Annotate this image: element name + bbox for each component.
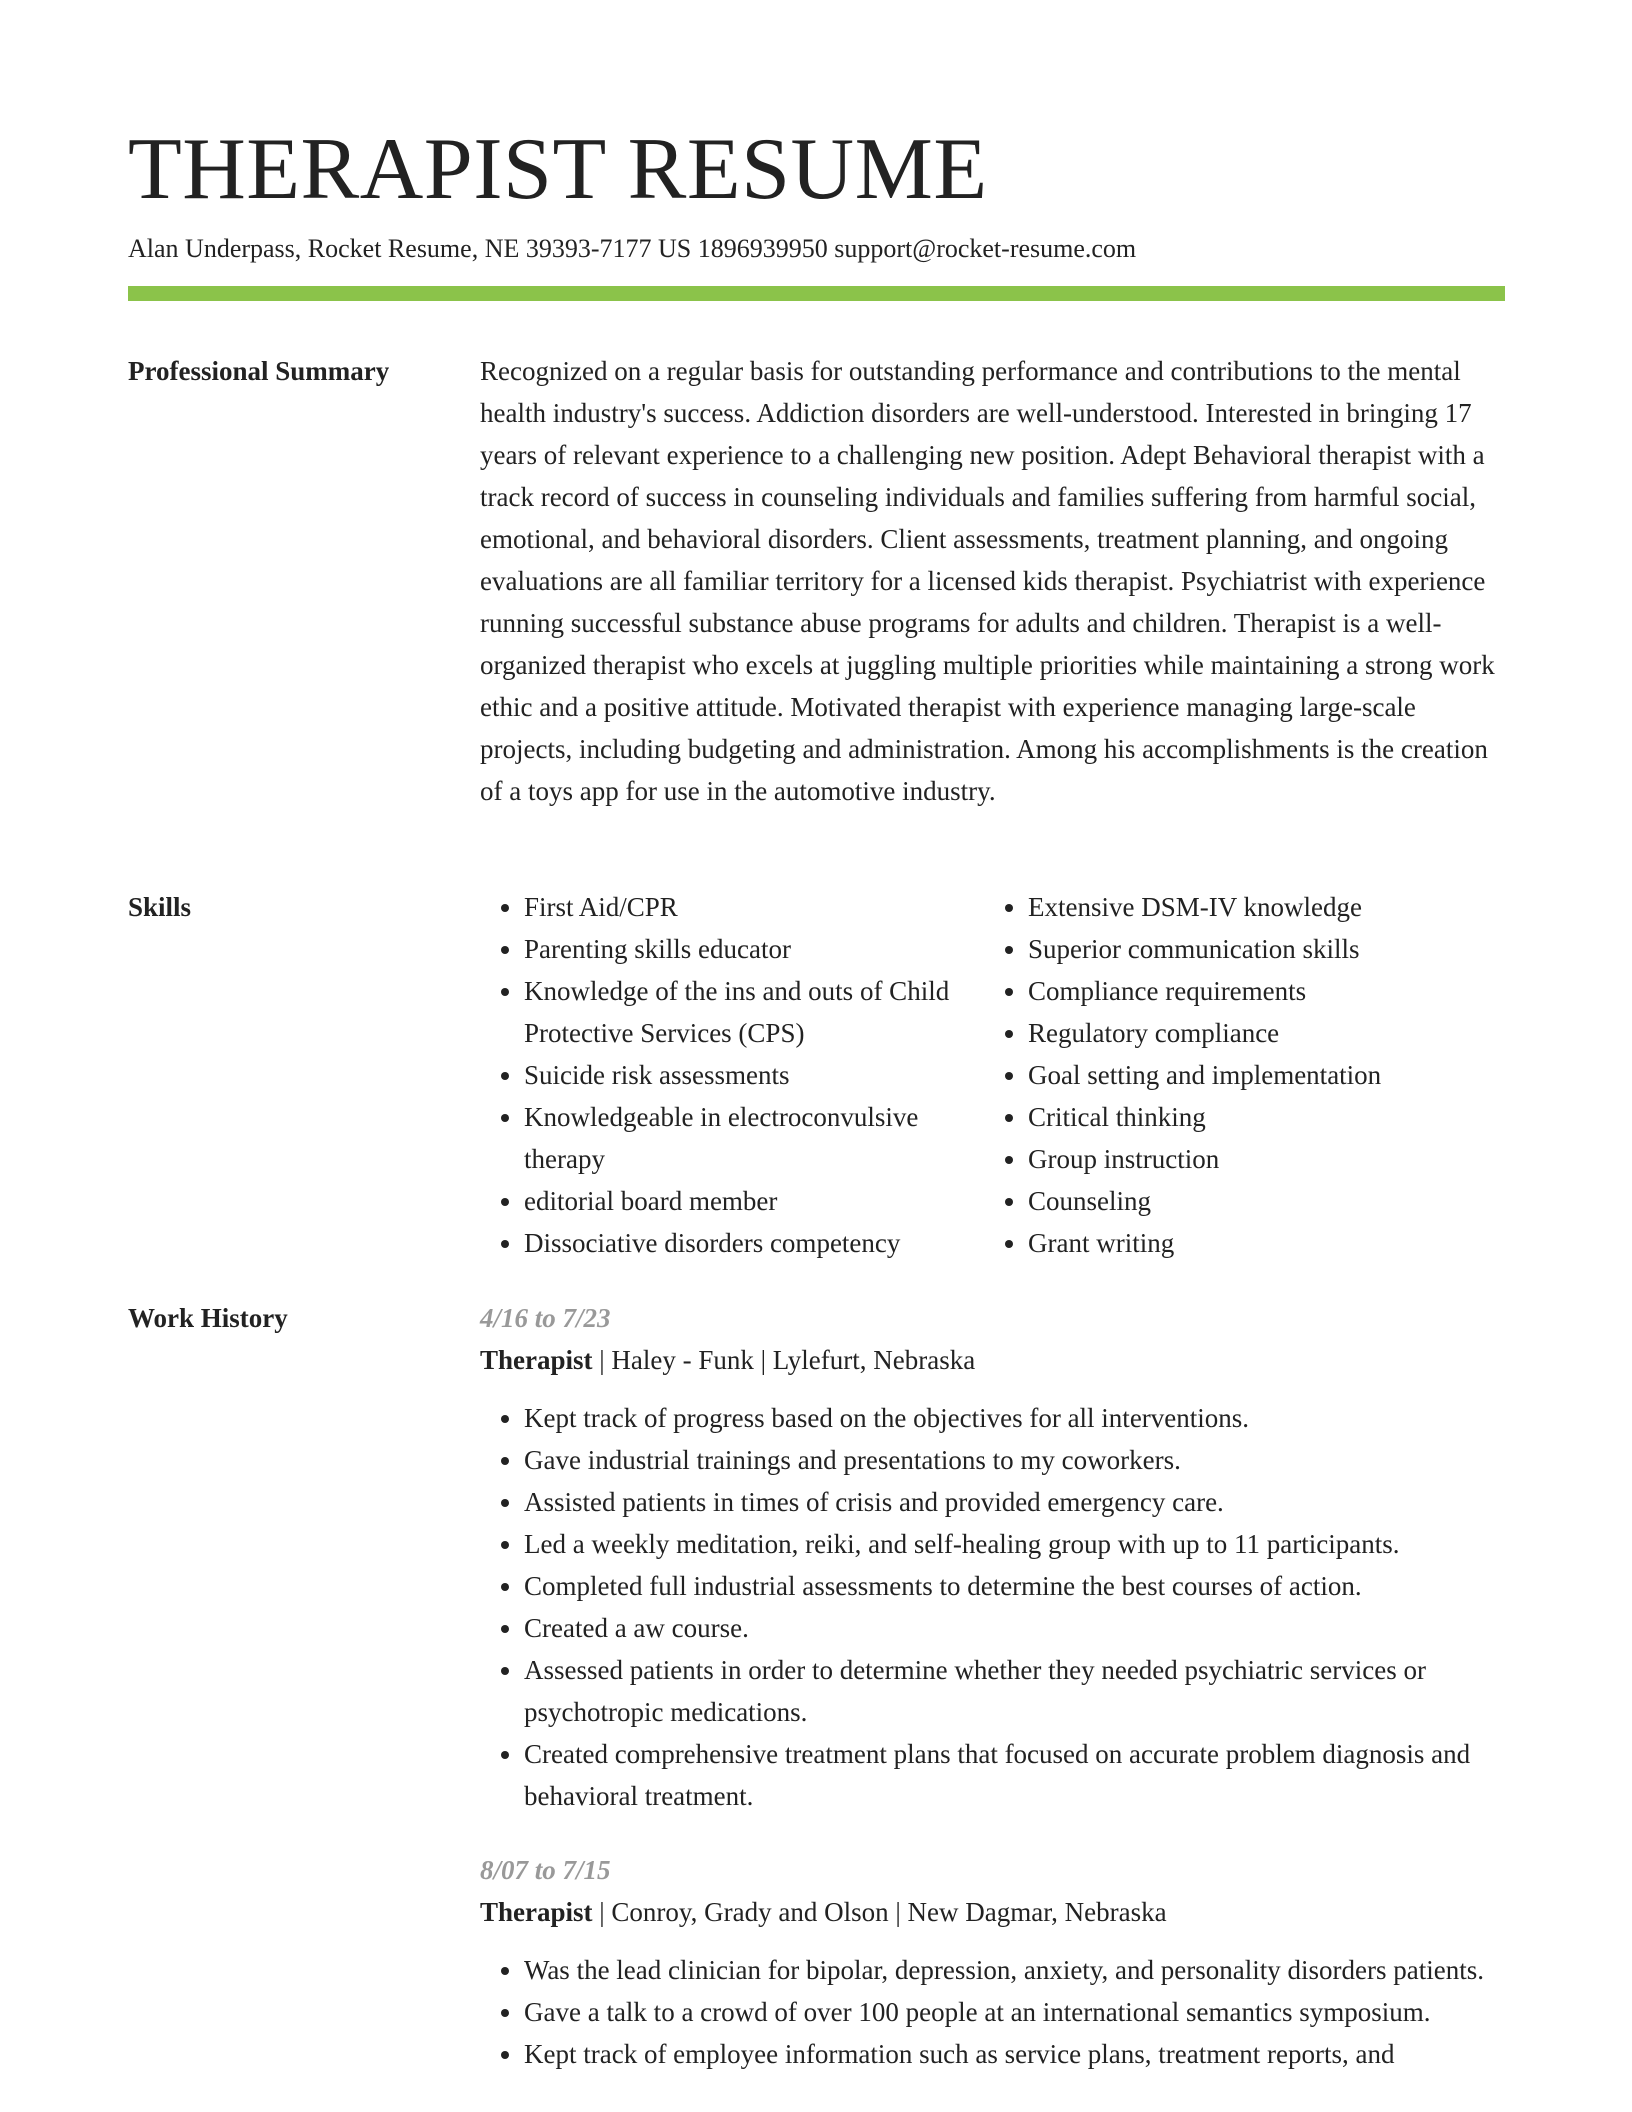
skills-label: Skills	[128, 892, 192, 922]
skills-column-1	[480, 886, 984, 1264]
job-bullet: • Assisted patients in times of crisis and provided emergency care.	[524, 1481, 1505, 1523]
job-details: | Conroy, Grady and Olson | New Dagmar, Nebraska	[592, 1897, 1167, 1927]
job-dates: 4/16 to 7/23	[480, 1303, 611, 1333]
job-bullet: • Kept track of progress based on the objectives for all interventions.	[524, 1397, 1505, 1439]
skill-item: • editorial board member	[524, 1180, 984, 1222]
job-bullet: • Kept track of employee information such as service plans, treatment reports, and	[524, 2033, 1505, 2075]
job-bullet: • Led a weekly meditation, reiki, and self-healing group with up to 11 participants.	[524, 1523, 1505, 1565]
job-bullet: • Created comprehensive treatment plans that focused on accurate problem diagnosis and behavioral treatment.	[524, 1733, 1505, 1817]
job-dates: 8/07 to 7/15	[480, 1855, 611, 1885]
skill-item: • First Aid/CPR	[524, 886, 984, 928]
job-bullet: • Gave a talk to a crowd of over 100 people at an international semantics symposium.	[524, 1991, 1505, 2033]
skills-section	[480, 886, 1505, 1264]
skills-column-2	[984, 886, 1498, 1264]
job-bullet: • Was the lead clinician for bipolar, depression, anxiety, and personality disorders patients.	[524, 1949, 1505, 1991]
skill-item: • Parenting skills educator	[524, 928, 984, 970]
skill-item: • Compliance requirements	[1028, 970, 1498, 1012]
skill-item: • Extensive DSM-IV knowledge	[1028, 886, 1498, 928]
job-title: Therapist	[480, 1345, 593, 1375]
job-bullet: • Gave industrial trainings and presentations to my coworkers.	[524, 1439, 1505, 1481]
skill-item: • Knowledgeable in electroconvulsive therapy	[524, 1096, 984, 1180]
page-title: THERAPIST RESUME	[128, 121, 988, 218]
skill-item: • Knowledge of the ins and outs of Child Protective Services (CPS)	[524, 970, 984, 1054]
job-bullets	[480, 1397, 1505, 1817]
job-bullet: • Created a aw course.	[524, 1607, 1505, 1649]
skill-item: • Regulatory compliance	[1028, 1012, 1498, 1054]
work-history-label: Work History	[128, 1303, 288, 1333]
job-bullets	[480, 1949, 1505, 2075]
skill-item: • Grant writing	[1028, 1222, 1498, 1264]
skill-item: • Superior communication skills	[1028, 928, 1498, 970]
skill-item: • Critical thinking	[1028, 1096, 1498, 1138]
job-heading	[480, 1891, 1505, 1933]
summary-label: Professional Summary	[128, 356, 390, 386]
skill-item: • Group instruction	[1028, 1138, 1498, 1180]
header-divider	[128, 286, 1505, 301]
job-title: Therapist	[480, 1897, 593, 1927]
job-details: | Haley - Funk | Lylefurt, Nebraska	[592, 1345, 976, 1375]
summary-section	[480, 350, 1505, 812]
skill-item: • Goal setting and implementation	[1028, 1054, 1498, 1096]
contact-line: Alan Underpass, Rocket Resume, NE 39393-7177 US 1896939950 support@rocket-resume.com	[128, 234, 1137, 263]
job-bullet: • Assessed patients in order to determine whether they needed psychiatric services or psychotropic medications.	[524, 1649, 1505, 1733]
job-bullet: • Completed full industrial assessments to determine the best courses of action.	[524, 1565, 1505, 1607]
skill-item: • Counseling	[1028, 1180, 1498, 1222]
skill-item: • Suicide risk assessments	[524, 1054, 984, 1096]
skill-item: • Dissociative disorders competency	[524, 1222, 984, 1264]
job-entry	[480, 1297, 1505, 1817]
job-entry	[480, 1849, 1505, 2075]
summary-text: Recognized on a regular basis for outstanding performance and contributions to the mental health industry's success. Addiction disorders are well-understood. Interested in bringing 17 years of relevant experience to a challenging new position. Adept Behavioral therapist with a track record of success in counseling individuals and families suffering from harmful social, emotional, and behavioral disorders. Client assessments, treatment planning, and ongoing evaluations are all familiar territory for a licensed kids therapist. Psychiatrist with experience running successful substance abuse programs for adults and children. Therapist is a well-organized therapist who excels at juggling multiple priorities while maintaining a strong work ethic and a positive attitude. Motivated therapist with experience managing large-scale projects, including budgeting and administration. Among his accomplishments is the creation of a toys app for use in the automotive industry.	[480, 356, 1495, 806]
job-heading	[480, 1339, 1505, 1381]
